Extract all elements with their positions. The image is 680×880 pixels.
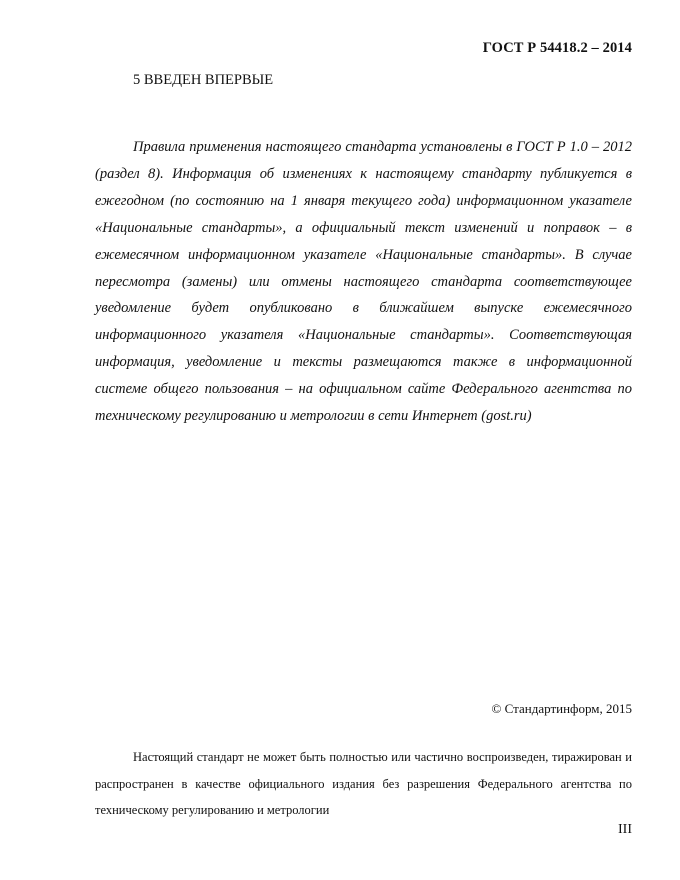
page-number: III <box>618 822 632 837</box>
application-rules-paragraph: Правила применения настоящего стандарта установлены в ГОСТ Р 1.0 – 2012 (раздел 8). Информация об изменениях к настоящему стандарту публикуется в ежегодном (по состоянию на 1 января текущего года) информационном указателе «Национальные стандарты», а официальный текст изменений и поправок – в ежемесячном информационном указателе «Национальные стандарты». В случае пересмотра (замены) или отмены настоящего стандарта соответствующее уведомление будет опубликовано в ближайшем выпуске ежемесячного информационного указателя «Национальные стандарты». Соответствующая информация, уведомление и тексты размещаются также в информационной системе общего пользования – на официальном сайте Федерального агентства по техническому регулированию и метрологии в сети Интернет (gost.ru) <box>95 139 632 425</box>
copyright-line: © Стандартинформ, 2015 <box>491 701 632 716</box>
introduction-note: 5 ВВЕДЕН ВПЕРВЫЕ <box>133 72 274 88</box>
standard-id-header: ГОСТ Р 54418.2 – 2014 <box>482 40 632 56</box>
reproduction-notice: Настоящий стандарт не может быть полностью или частично воспроизведен, тиражирован и распространен в качестве официального издания без разрешения Федерального агентства по техническому регулированию и метрологии <box>95 750 632 817</box>
